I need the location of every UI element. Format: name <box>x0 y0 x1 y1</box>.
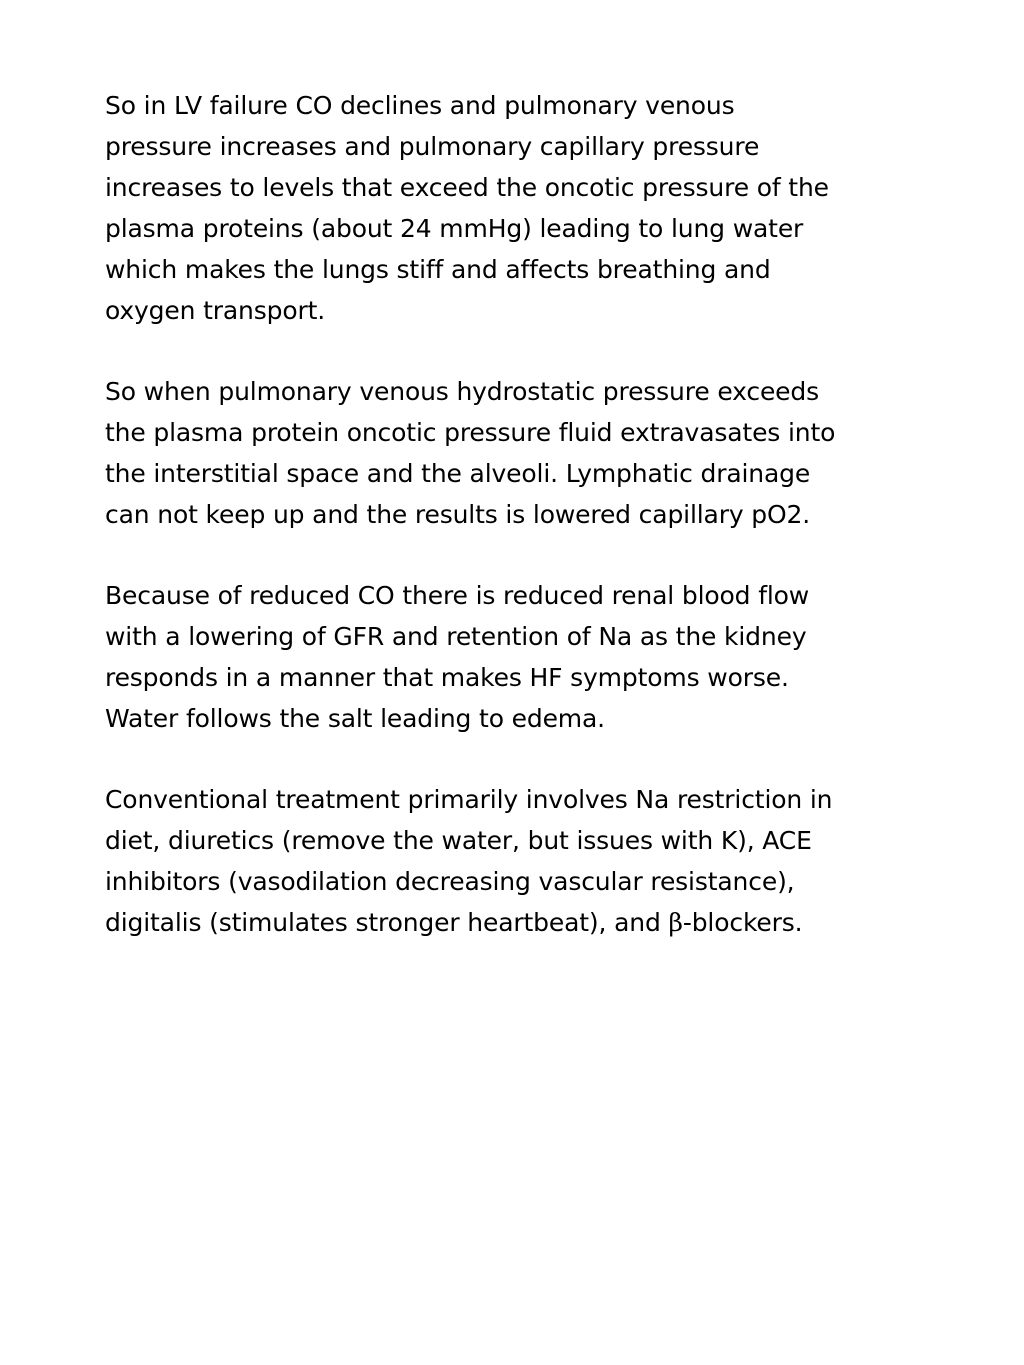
text-line: can not keep up and the results is lowered capillary pO2. <box>105 500 811 529</box>
text-segment: digitalis (stimulates stronger heartbeat), and <box>105 908 669 937</box>
text-line: So in LV failure CO declines and pulmonary venous <box>105 91 735 120</box>
text-line: Water follows the salt leading to edema. <box>105 704 605 733</box>
paragraph-lv-failure <box>105 85 955 331</box>
paragraph-renal-effects <box>105 575 955 739</box>
text-line: with a lowering of GFR and retention of Na as the kidney <box>105 622 807 651</box>
text-line: responds in a manner that makes HF symptoms worse. <box>105 663 789 692</box>
text-line: Because of reduced CO there is reduced renal blood flow <box>105 581 810 610</box>
text-line: inhibitors (vasodilation decreasing vascular resistance), <box>105 867 795 896</box>
paragraph-pulmonary-pressure <box>105 371 955 535</box>
text-line: plasma proteins (about 24 mmHg) leading to lung water <box>105 214 804 243</box>
text-line: which makes the lungs stiff and affects breathing and <box>105 255 771 284</box>
paragraph-treatment <box>105 779 955 943</box>
text-line: the interstitial space and the alveoli. Lymphatic drainage <box>105 459 811 488</box>
text-line: Conventional treatment primarily involves Na restriction in <box>105 785 833 814</box>
text-line: So when pulmonary venous hydrostatic pressure exceeds <box>105 377 819 406</box>
text-line-final <box>105 902 955 943</box>
document-body <box>105 85 955 983</box>
text-line: oxygen transport. <box>105 296 326 325</box>
text-segment: -blockers. <box>682 908 803 937</box>
beta-symbol: β <box>668 908 683 937</box>
text-line: the plasma protein oncotic pressure fluid extravasates into <box>105 418 836 447</box>
text-line: diet, diuretics (remove the water, but issues with K), ACE <box>105 826 812 855</box>
text-line: pressure increases and pulmonary capillary pressure <box>105 132 760 161</box>
text-line: increases to levels that exceed the oncotic pressure of the <box>105 173 829 202</box>
